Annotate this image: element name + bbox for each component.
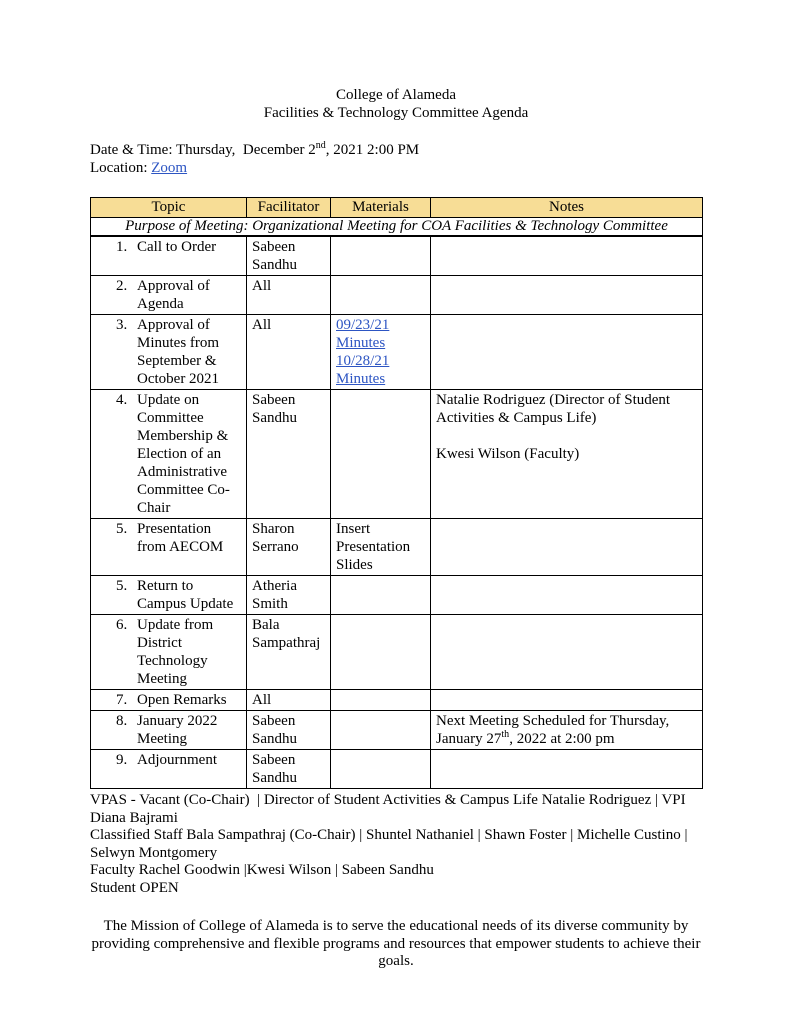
roster-line-faculty: Faculty Rachel Goodwin |Kwesi Wilson | Sabeen Sandhu: [90, 862, 434, 878]
notes-cell: [431, 576, 703, 615]
topic-cell: [91, 390, 247, 519]
row-number: 8.: [116, 713, 128, 729]
facilitator-cell: All: [247, 315, 331, 390]
materials-cell: [331, 315, 431, 390]
next-meeting-text-rest: , 2022 at 2:00 pm: [509, 731, 615, 747]
table-row-adjournment: [91, 750, 703, 789]
materials-cell: [331, 236, 431, 276]
facilitator-cell: Sabeen Sandhu: [247, 711, 331, 750]
topic-text: Return to Campus Update: [137, 578, 234, 612]
topic-text: Adjournment: [137, 752, 217, 768]
topic-text: Approval of Agenda: [137, 278, 210, 312]
row-number: 4.: [116, 392, 128, 408]
zoom-link[interactable]: Zoom: [151, 160, 188, 176]
materials-cell: [331, 390, 431, 519]
row-number: 3.: [116, 317, 128, 333]
notes-cell: [431, 236, 703, 276]
materials-cell: [331, 750, 431, 789]
topic-cell: [91, 276, 247, 315]
row-number: 7.: [116, 692, 128, 708]
meta-block: [90, 141, 702, 177]
row-number: 5.: [116, 578, 128, 594]
table-row-approval-of-agenda: [91, 276, 703, 315]
table-row-call-to-order: [91, 236, 703, 276]
topic-text: Call to Order: [137, 239, 217, 255]
purpose-of-meeting: Purpose of Meeting: Organizational Meeting for COA Facilities & Technology Committee: [91, 218, 703, 237]
facilitator-cell: Sabeen Sandhu: [247, 390, 331, 519]
topic-text: Update on Committee Membership & Election of an Administrative Committee Co-Chair: [137, 392, 230, 516]
topic-text: Presentation from AECOM: [137, 521, 224, 555]
topic-cell: [91, 711, 247, 750]
notes-cell: [431, 615, 703, 690]
column-header-materials: Materials: [331, 198, 431, 218]
page-subtitle: Facilities & Technology Committee Agenda: [263, 104, 529, 121]
table-row-january-meeting: [91, 711, 703, 750]
facilitator-cell: Sharon Serrano: [247, 519, 331, 576]
row-number: 2.: [116, 278, 128, 294]
topic-cell: [91, 315, 247, 390]
topic-text: January 2022 Meeting: [137, 713, 218, 747]
row-number: 9.: [116, 752, 128, 768]
datetime-text-rest: , 2021 2:00 PM: [325, 142, 420, 158]
note-line-spacer: [436, 427, 697, 445]
datetime-ordinal: nd: [315, 140, 326, 151]
page-title: College of Alameda: [336, 87, 456, 103]
facilitator-cell: All: [247, 276, 331, 315]
table-row-open-remarks: [91, 690, 703, 711]
topic-cell: [91, 750, 247, 789]
facilitator-cell: All: [247, 690, 331, 711]
materials-cell: Insert Presentation Slides: [331, 519, 431, 576]
materials-cell: [331, 276, 431, 315]
notes-cell: [431, 711, 703, 750]
materials-cell: [331, 690, 431, 711]
table-row-district-technology: [91, 615, 703, 690]
topic-cell: [91, 690, 247, 711]
column-header-topic: Topic: [91, 198, 247, 218]
location-line: [90, 159, 702, 177]
topic-text: Open Remarks: [137, 692, 227, 708]
next-meeting-ordinal: th: [501, 729, 510, 740]
facilitator-cell: Atheria Smith: [247, 576, 331, 615]
datetime-line: [90, 141, 702, 159]
materials-cell: [331, 576, 431, 615]
committee-roster: [90, 792, 710, 897]
roster-line-vpas: VPAS - Vacant (Co-Chair) | Director of Student Activities & Campus Life Natalie Rodriguez | VPI Diana Bajrami: [90, 792, 690, 826]
minutes-link-0923[interactable]: 09/23/21 Minutes: [336, 317, 390, 351]
materials-cell: [331, 615, 431, 690]
notes-cell: [431, 519, 703, 576]
row-number: 6.: [116, 617, 128, 633]
topic-text: Update from District Technology Meeting: [137, 617, 214, 687]
table-row-approval-of-minutes: [91, 315, 703, 390]
facilitator-cell: Sabeen Sandhu: [247, 750, 331, 789]
roster-line-student: Student OPEN: [90, 879, 179, 896]
agenda-table: [90, 197, 703, 789]
notes-cell: [431, 390, 703, 519]
document-header: [90, 87, 702, 122]
row-number: 1.: [116, 239, 128, 255]
datetime-text: Date & Time: Thursday, December 2: [90, 142, 316, 158]
notes-cell: [431, 315, 703, 390]
table-row-return-to-campus: [91, 576, 703, 615]
table-row-aecom-presentation: [91, 519, 703, 576]
notes-cell: [431, 276, 703, 315]
topic-cell: [91, 519, 247, 576]
column-header-facilitator: Facilitator: [247, 198, 331, 218]
topic-text: Approval of Minutes from September & October 2021: [137, 317, 220, 387]
column-header-notes: Notes: [431, 198, 703, 218]
row-number: 5.: [116, 521, 128, 537]
location-label: Location:: [90, 160, 152, 176]
roster-line-classified-staff: Classified Staff Bala Sampathraj (Co-Chair) | Shuntel Nathaniel | Shawn Foster | Michelle Custino | Selwyn Montgomery: [90, 827, 692, 861]
topic-cell: [91, 236, 247, 276]
notes-cell: [431, 750, 703, 789]
table-row-committee-membership: [91, 390, 703, 519]
purpose-row: [91, 218, 703, 237]
notes-cell: [431, 690, 703, 711]
topic-cell: [91, 576, 247, 615]
minutes-link-1028[interactable]: 10/28/21 Minutes: [336, 353, 390, 387]
materials-cell: [331, 711, 431, 750]
facilitator-cell: Bala Sampathraj: [247, 615, 331, 690]
table-header-row: [91, 198, 703, 218]
mission-statement: The Mission of College of Alameda is to serve the educational needs of its diverse community by providing comprehensive and flexible programs and resources that empower students to achieve their goals.: [91, 918, 701, 969]
topic-cell: [91, 615, 247, 690]
next-meeting-text: Next Meeting Scheduled for Thursday, January 27: [436, 713, 670, 747]
note-line: Kwesi Wilson (Faculty): [436, 446, 580, 462]
facilitator-cell: Sabeen Sandhu: [247, 236, 331, 276]
note-line: Natalie Rodriguez (Director of Student Activities & Campus Life): [436, 392, 671, 426]
